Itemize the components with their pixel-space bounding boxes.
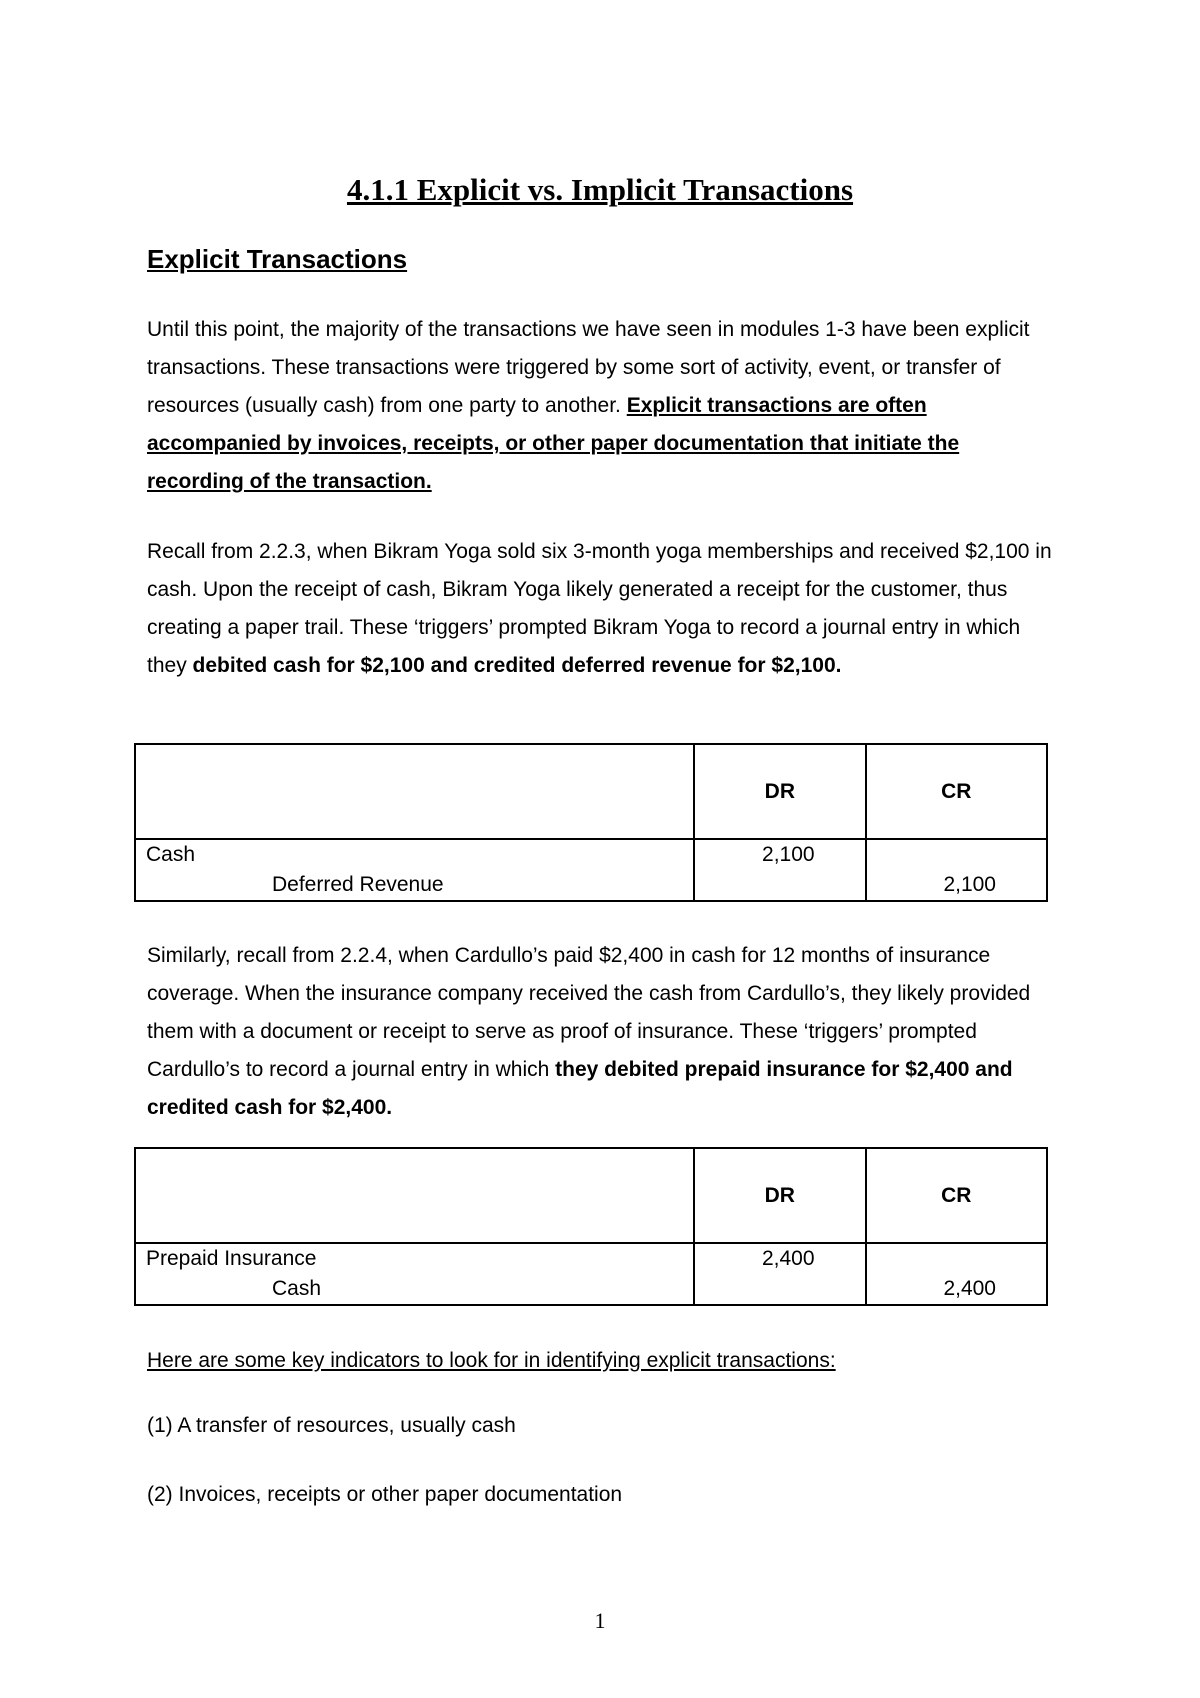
table-header-row (135, 1148, 1047, 1243)
indicator-1: (1) A transfer of resources, usually cash (147, 1414, 516, 1437)
page-number: 1 (594, 1608, 606, 1633)
journal-entry-table-2 (134, 1147, 1048, 1306)
dr-cell (694, 1243, 866, 1305)
indicators-intro: Here are some key indicators to look for in identifying explicit transactions: (147, 1349, 836, 1372)
bikram-text: Recall from 2.2.3, when Bikram Yoga sold six 3-month yoga memberships and received $2,100 in cash. Upon the receipt of cash, Bikram Yoga likely generated a receipt for the customer, thus creating a paper trail. These ‘triggers’ prompted Bikram Yoga to record a journal entry in which they (147, 540, 1052, 677)
credit-amount: 2,400 (943, 1277, 996, 1300)
page-title: 4.1.1 Explicit vs. Implicit Transactions (346, 172, 854, 207)
dr-header: DR (694, 744, 865, 839)
credit-amount: 2,100 (943, 873, 996, 896)
intro-emphasis: Explicit transactions are often accompanied by invoices, receipts, or other paper documentation that initiate the recording of the transaction. (147, 394, 960, 493)
account-header-cell (135, 1148, 694, 1243)
debit-amount: 2,100 (762, 843, 815, 866)
table-header-row (135, 744, 1047, 839)
account-header-cell (135, 744, 694, 839)
table-row (135, 1243, 1047, 1305)
journal-entry-table-1 (134, 743, 1048, 902)
cardullo-text: Similarly, recall from 2.2.4, when Cardullo’s paid $2,400 in cash for 12 months of insurance coverage. When the insurance company received the cash from Cardullo’s, they likely provided them with a document or receipt to serve as proof of insurance. These ‘triggers’ prompted Cardullo’s to record a journal entry in which (147, 944, 1031, 1081)
bikram-paragraph (147, 533, 1052, 685)
dr-header: DR (694, 1148, 866, 1243)
bikram-bold: debited cash for $2,100 and credited deferred revenue for $2,100. (192, 654, 842, 677)
cr-cell (866, 839, 1047, 901)
intro-text: Until this point, the majority of the transactions we have seen in modules 1-3 have been explicit transactions. These transactions were triggered by some sort of activity, event, or transfer of resources (usually cash) from one party to another. (147, 318, 1030, 417)
cr-cell (866, 1243, 1047, 1305)
debit-account: Cash (146, 843, 196, 866)
cr-header: CR (866, 744, 1047, 839)
table-row (135, 839, 1047, 901)
account-cell (135, 839, 694, 901)
cr-header: CR (866, 1148, 1047, 1243)
intro-paragraph (147, 311, 1052, 501)
section-heading: Explicit Transactions (147, 244, 408, 274)
indicator-2: (2) Invoices, receipts or other paper documentation (147, 1483, 623, 1506)
debit-amount: 2,400 (761, 1247, 815, 1270)
cardullo-paragraph (147, 937, 1052, 1127)
dr-cell (694, 839, 865, 901)
debit-account: Prepaid Insurance (146, 1247, 317, 1270)
account-cell (135, 1243, 694, 1305)
credit-account: Deferred Revenue (272, 873, 444, 896)
cardullo-bold: they debited prepaid insurance for $2,400 and credited cash for $2,400. (147, 1058, 1013, 1119)
credit-account: Cash (272, 1277, 322, 1300)
